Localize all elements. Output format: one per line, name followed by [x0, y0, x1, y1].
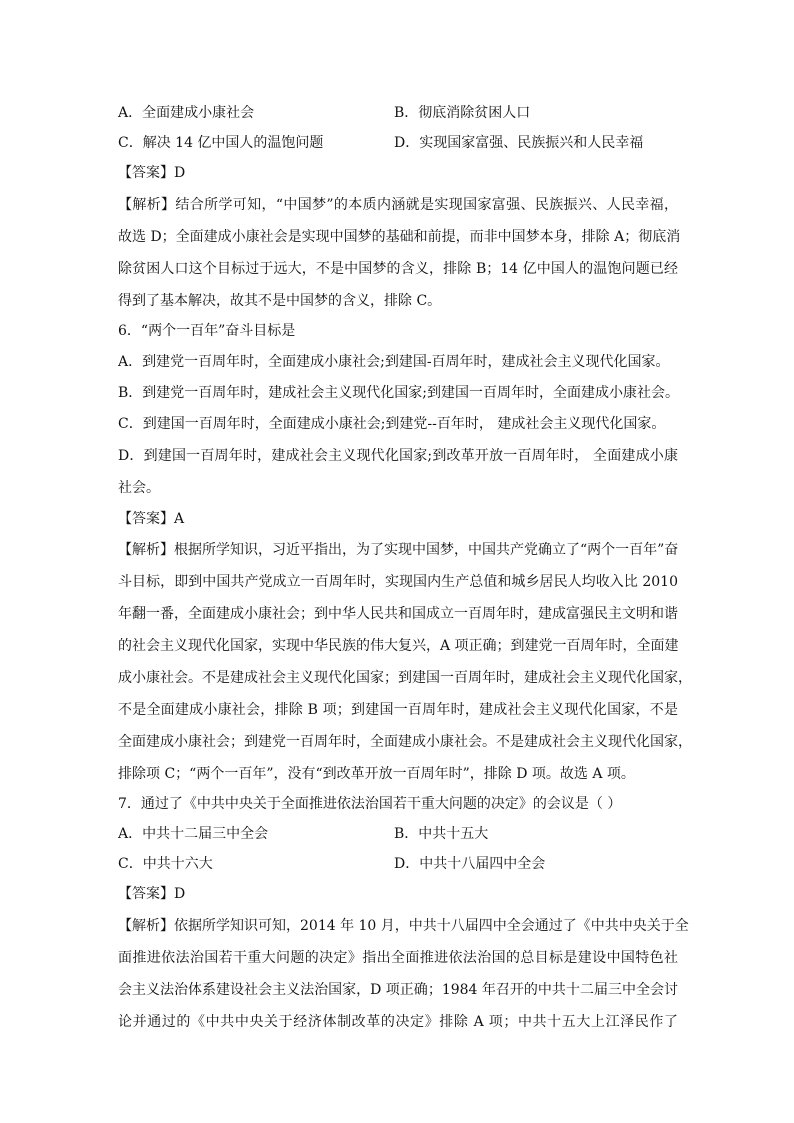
q6-analysis-line: 斗目标，即到中国共产党成立一百周年时，实现国内生产总值和城乡居民人均收入比 2010: [118, 574, 678, 590]
q6-analysis-line: 全面建成小康社会；到建党一百周年时，全面建成小康社会。不是建成社会主义现代化国家，: [118, 734, 692, 750]
q5-option-a: A．全面建成小康社会: [118, 105, 255, 121]
q5-option-d: D．实现国家富强、民族振兴和人民幸福: [394, 135, 644, 151]
q6-analysis-line: 排除项 C；“两个一百年”，没有“到改革开放一百周年时”，排除 D 项。故选 A 项。: [118, 766, 635, 782]
q6-option-c: C．到建国一百周年时，全面建成小康社会;到建党--百年时， 建成社会主义现代化国家。: [118, 416, 666, 432]
q6-option-d-cont: 社会。: [118, 480, 160, 496]
q7-answer: 【答案】D: [118, 886, 186, 902]
q6-stem: 6．“两个一百年”奋斗目标是: [118, 323, 296, 339]
q5-analysis-line: 故选 D；全面建成小康社会是实现中国梦的基础和前提，而非中国梦本身，排除 A；彻底消: [118, 229, 681, 245]
q5-answer: 【答案】D: [118, 165, 186, 181]
q5-analysis-line: 得到了基本解决，故其不是中国梦的含义，排除 C。: [118, 293, 442, 309]
q5-option-c: C．解决 14 亿中国人的温饱问题: [118, 135, 324, 151]
q7-option-row-2: [118, 854, 546, 874]
q6-answer: 【答案】A: [118, 511, 185, 527]
q5-option-row-1: [118, 103, 531, 123]
q7-option-c: C．中共十六大: [118, 856, 213, 872]
q5-analysis-line: 除贫困人口这个目标过于远大，不是中国梦的含义，排除 B；14 亿中国人的温饱问题已经: [118, 261, 678, 277]
q7-analysis-line: 会主义法治体系建设社会主义法治国家，D 项正确；1984 年召开的中共十二届三中全会讨: [118, 982, 678, 998]
q6-option-b: B．到建党一百周年时，建成社会主义现代化国家;到建国一百周年时，全面建成小康社会。: [118, 385, 680, 401]
q7-stem: 7．通过了《中共中央关于全面推进依法治国若干重大问题的决定》的会议是（ ）: [118, 796, 622, 812]
q7-option-d: D．中共十八届四中全会: [394, 856, 546, 872]
q5-analysis-line: 【解析】结合所学可知，“中国梦”的本质内涵就是实现国家富强、民族振兴、人民幸福，: [118, 197, 678, 213]
q7-option-a: A．中共十二届三中全会: [118, 826, 269, 842]
q5-option-row-2: [118, 133, 644, 153]
q6-analysis-line: 成小康社会。不是建成社会主义现代化国家；到建国一百周年时，建成社会主义现代化国家，: [118, 670, 692, 686]
q6-option-a: A．到建党一百周年时，全面建成小康社会;到建国-百周年时，建成社会主义现代化国家。: [118, 354, 670, 370]
q6-analysis-line: 不是全面建成小康社会，排除 B 项；到建国一百周年时，建成社会主义现代化国家，不是: [118, 702, 678, 718]
q6-analysis-line: 的社会主义现代化国家，实现中华民族的伟大复兴，A 项正确；到建党一百周年时，全面建: [118, 638, 679, 654]
q6-analysis-line: 【解析】根据所学知识，习近平指出，为了实现中国梦，中国共产党确立了“两个一百年”奋: [118, 542, 679, 558]
q6-option-d: D．到建国一百周年时，建成社会主义现代化国家;到改革开放一百周年时， 全面建成小康: [118, 448, 678, 464]
q6-analysis-line: 年翻一番，全面建成小康社会；到中华人民共和国成立一百周年时，建成富强民主文明和谐: [118, 606, 678, 622]
q5-option-b: B．彻底消除贫困人口: [394, 105, 531, 121]
q7-analysis-line: 【解析】依据所学知识可知，2014 年 10 月，中共十八届四中全会通过了《中共中央关于全: [118, 918, 689, 934]
q7-analysis-line: 论并通过的《中共中央关于经济体制改革的决定》排除 A 项；中共十五大上江泽民作了: [118, 1014, 678, 1030]
q7-analysis-line: 面推进依法治国若干重大问题的决定》指出全面推进依法治国的总目标是建设中国特色社: [118, 950, 678, 966]
q7-option-b: B．中共十五大: [394, 826, 489, 842]
q7-option-row-1: [118, 824, 489, 844]
